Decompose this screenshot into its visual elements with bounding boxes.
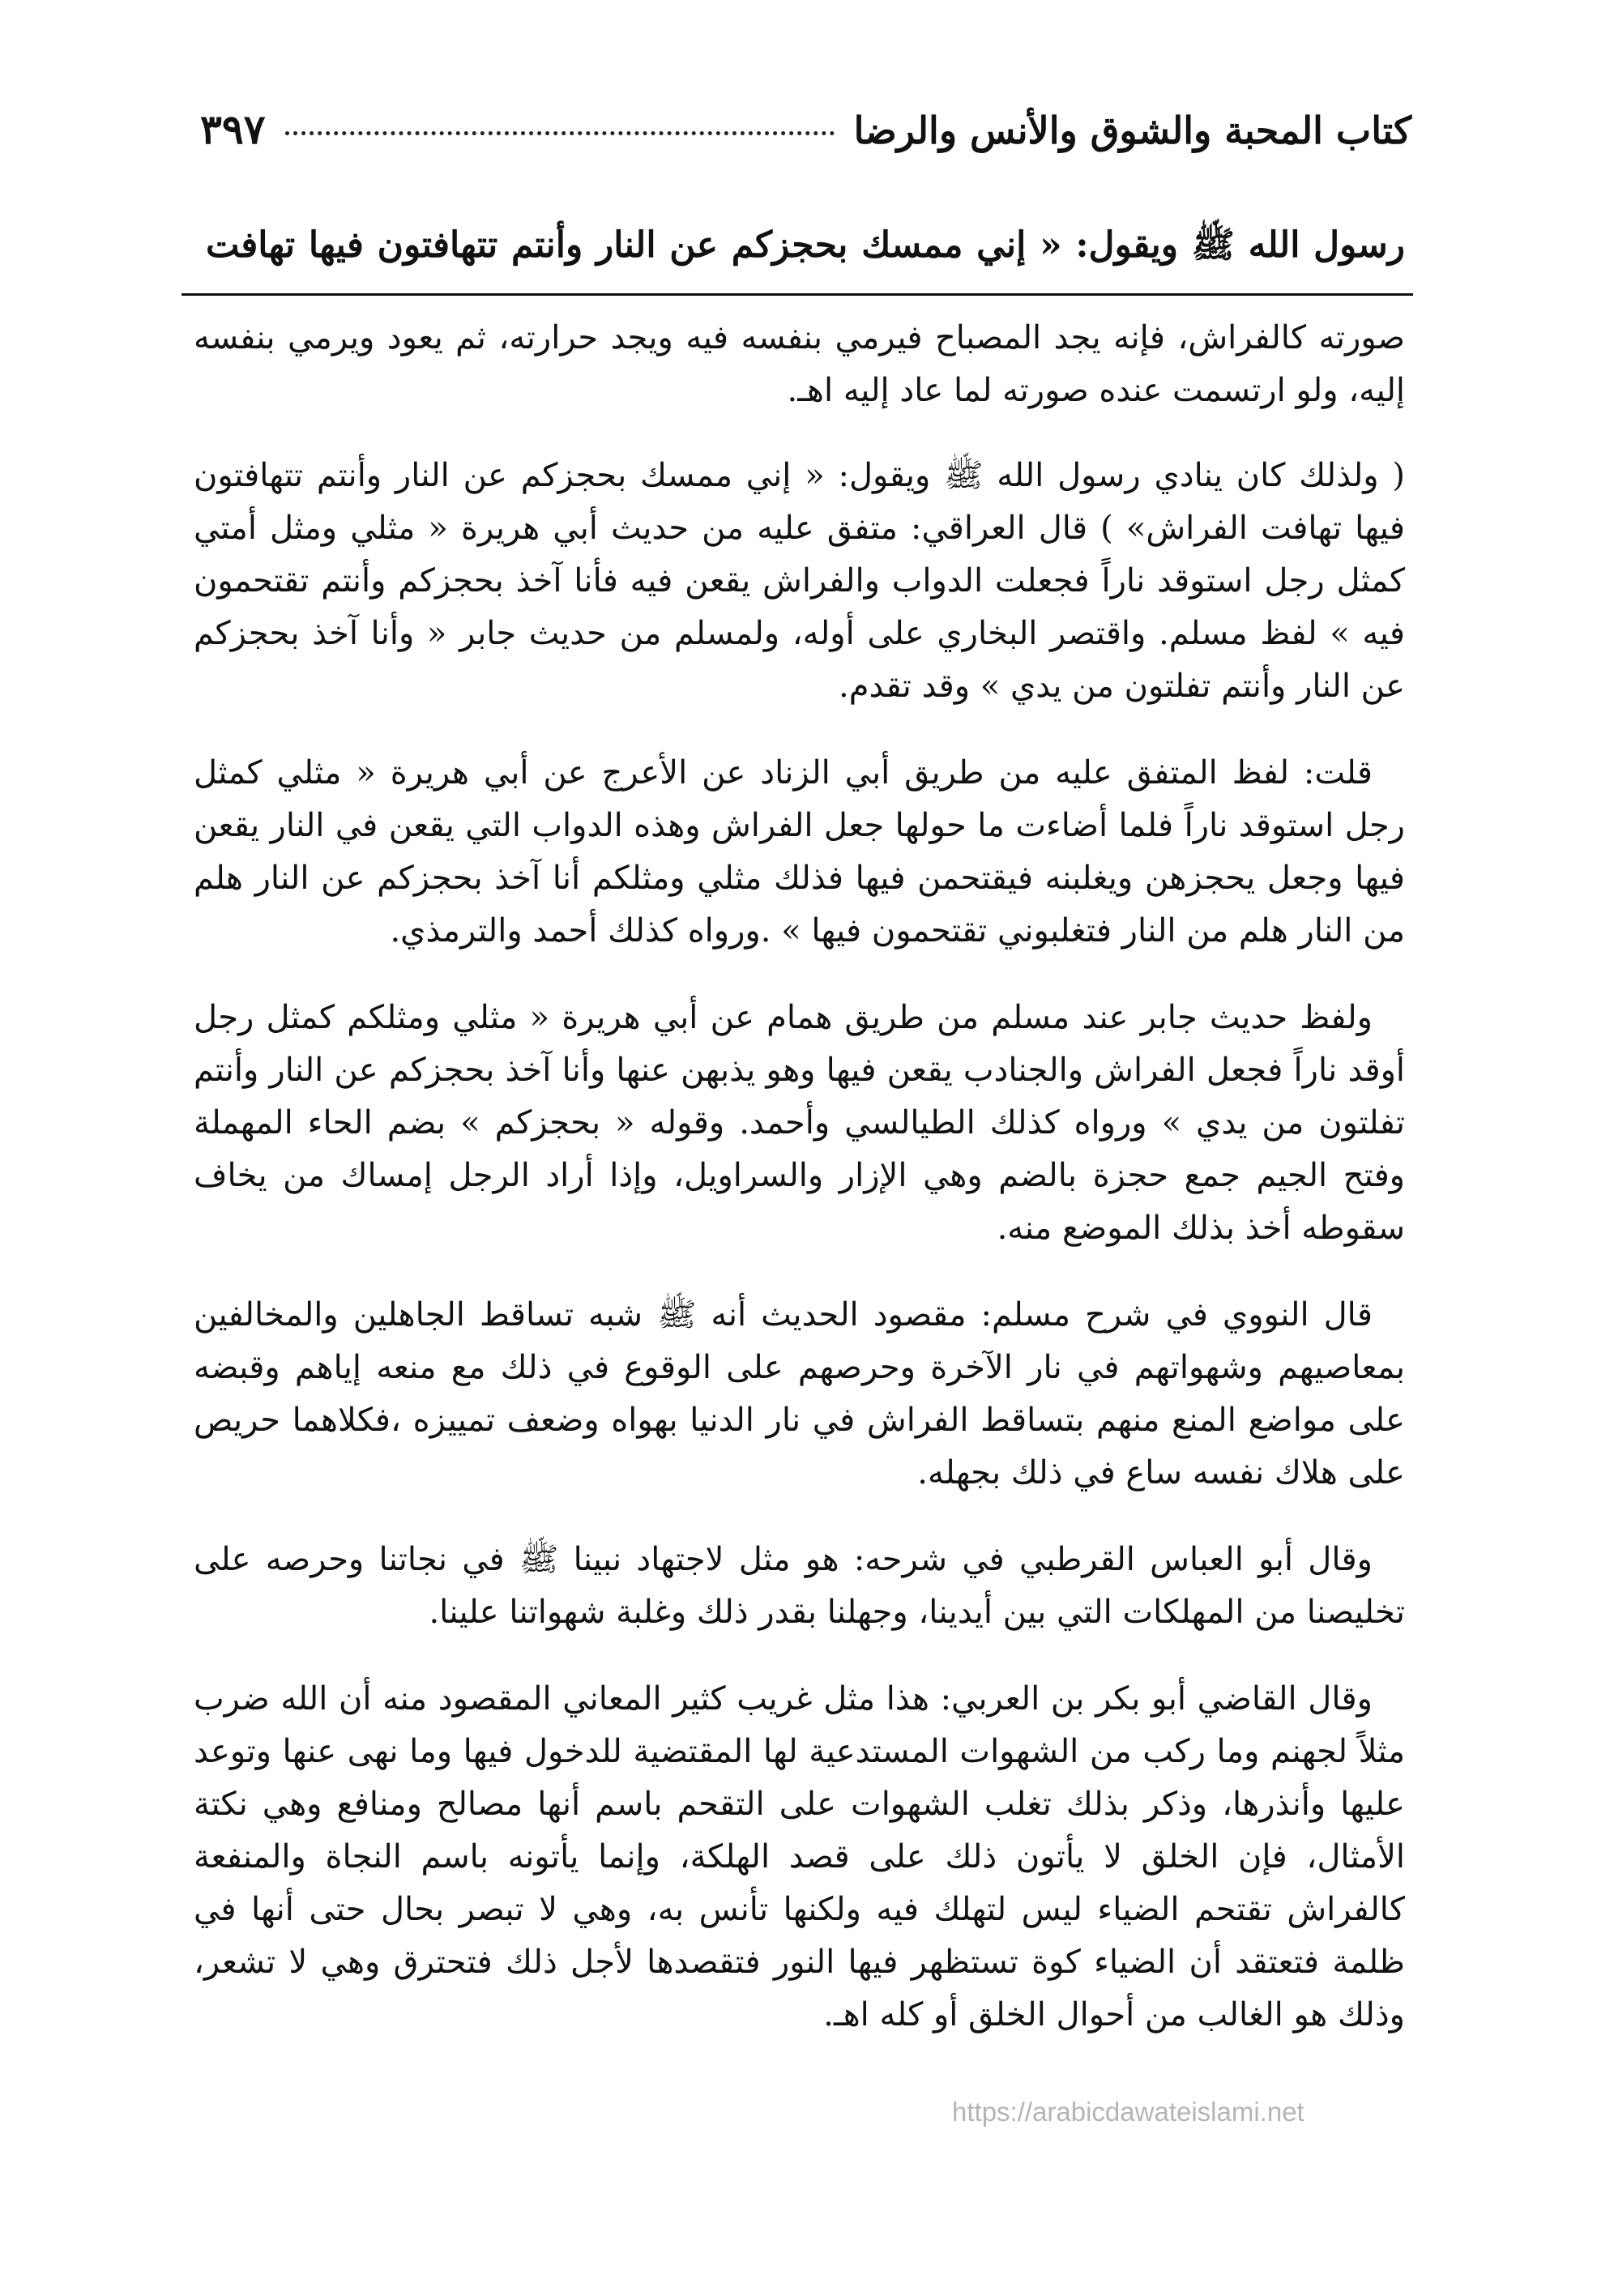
main-text bbox=[194, 312, 1405, 2076]
paragraph: وقال أبو العباس القرطبي في شرحه: هو مثل لاجتهاد نبينا ﷺ في نجاتنا وحرصه على تخليصنا من المهلكات التي بين أيدينا، وجهلنا بقدر ذلك وغلبة شهواتنا علينا. bbox=[194, 1541, 1405, 1631]
paragraph: قال النووي في شرح مسلم: مقصود الحديث أنه ﷺ شبه تساقط الجاهلين والمخالفين بمعاصيهم وشهواتهم في نار الآخرة وحرصهم على الوقوع في ذلك مع منعه إياهم وقبضه على مواضع المنع منهم بتساقط الفراش في نار الدنيا بهواه وضعف تمييزه ،فكلاهما حريص على هلاك نفسه ساع في ذلك بجهله. bbox=[194, 1296, 1405, 1492]
paragraph: وقال القاضي أبو بكر بن العربي: هذا مثل غريب كثير المعاني المقصود منه أن الله ضرب مثلاً لجهنم وما ركب من الشهوات المستدعية لها المقتضية للدخول فيها وما نهى عنها وتوعد عليها وأنذرها، وذكر بذلك تغلب الشهوات على التقحم باسم أنها مصالح ومنافع وهي نكتة الأمثال، فإن الخلق لا يأتون ذلك على قصد الهلكة، وإنما يأتونه باسم النجاة والمنفعة كالفراش تقتحم الضياء ليس لتهلك فيه ولكنها تأنس به، وهي لا تبصر بحال حتى أنها في ظلمة فتعتقد أن الضياء كوة تستظهر فيها النور فتقصدها لأجل ذلك فتحترق وهي لا تشعر، وذلك هو الغالب من أحوال الخلق أو كله اهـ. bbox=[194, 1680, 1405, 2034]
footnote-continuation: رسول الله ﷺ ويقول: « إني ممسك بحجزكم عن النار وأنتم تتهافتون فيها تهافت bbox=[206, 224, 1405, 266]
header-dot-leader bbox=[285, 131, 835, 135]
watermark-url: https://arabicdawateislami.net bbox=[952, 2097, 1304, 2127]
chapter-title: كتاب المحبة والشوق والأنس والرضا bbox=[853, 109, 1411, 152]
paragraph: ( ولذلك كان ينادي رسول الله ﷺ ويقول: « إني ممسك بحجزكم عن النار وأنتم تتهافتون فيها تهافت الفراش» ) قال العراقي: متفق عليه من حديث أبي هريرة « مثلي ومثل أمتي كمثل رجل استوقد ناراً فجعلت الدواب والفراش يقعن فيه فأنا آخذ بحجزكم وأنتم تقتحمون فيه » لفظ مسلم. واقتصر البخاري على أوله، ولمسلم من حديث جابر « وأنا آخذ بحجزكم عن النار وأنتم تفلتون من يدي » وقد تقدم. bbox=[194, 457, 1405, 705]
separator-rule bbox=[181, 293, 1413, 296]
paragraph: ولفظ حديث جابر عند مسلم من طريق همام عن أبي هريرة « مثلي ومثلكم كمثل رجل أوقد ناراً فجعل الفراش والجنادب يقعن فيها وهو يذبهن عنها وأنا آخذ بحجزكم عن النار وأنتم تفلتون من يدي » ورواه كذلك الطيالسي وأحمد. وقوله « بحجزكم » بضم الحاء المهملة وفتح الجيم جمع حجزة بالضم وهي الإزار والسراويل، وإذا أراد الرجل إمساك من يخاف سقوطه أخذ بذلك الموضع منه. bbox=[194, 999, 1405, 1247]
paragraph: قلت: لفظ المتفق عليه من طريق أبي الزناد عن الأعرج عن أبي هريرة « مثلي كمثل رجل استوقد ناراً فلما أضاءت ما حولها جعل الفراش وهذه الدواب التي يقعن في النار يقعن فيها وجعل يحجزهن ويغلبنه فيقتحمن فيها فذلك مثلي ومثلكم أنا آخذ بحجزكم عن النار هلم من النار هلم من النار فتغلبوني تقتحمون فيها » .ورواه كذلك أحمد والترمذي. bbox=[194, 754, 1405, 950]
running-header bbox=[200, 105, 1411, 162]
paragraph: صورته كالفراش، فإنه يجد المصباح فيرمي بنفسه فيه ويجد حرارته، ثم يعود ويرمي بنفسه إليه، ولو ارتسمت عنده صورته لما عاد إليه اهـ. bbox=[194, 319, 1405, 409]
page-number: ٣٩٧ bbox=[200, 105, 266, 153]
